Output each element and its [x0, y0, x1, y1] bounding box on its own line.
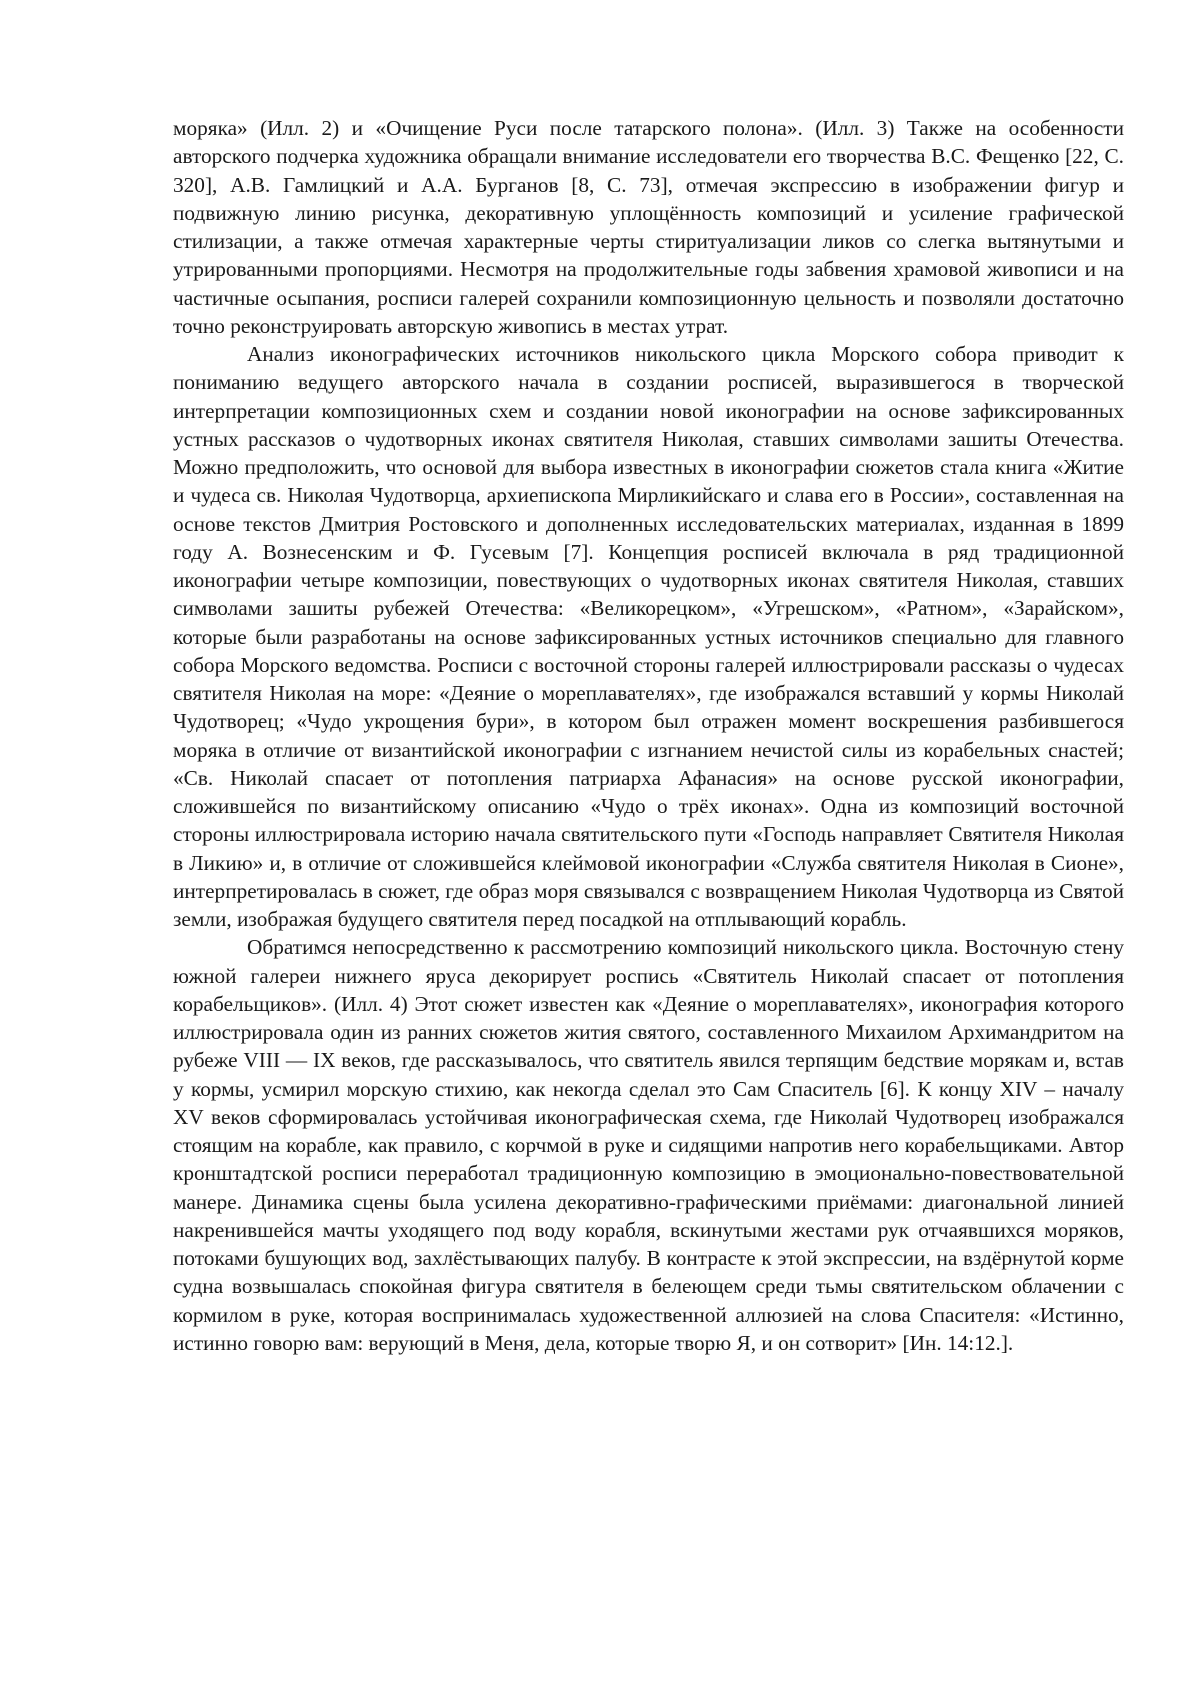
paragraph-composition-review: Обратимся непосредственно к рассмотрению композиций никольского цикла. Восточную стену южной галереи нижнего яруса декорирует роспись «Святитель Николай спасает от потопления корабельщиков». (Илл. 4) Этот сюжет известен как «Деяние о мореплавателях», иконография которого иллюстрировала один из ранних сюжетов жития святого, составленного Михаилом Архимандритом на рубеже VIII — IX веков, где рассказывалось, что святитель явился терпящим бедствие морякам и, встав у кормы, усмирил морскую стихию, как некогда сделал это Сам Спаситель [6]. К концу XIV – началу XV веков сформировалась устойчивая иконографическая схема, где Николай Чудотворец изображался стоящим на корабле, как правило, с корчмой в руке и сидящими напротив него корабельщиками. Автор кронштадтской росписи переработал традиционную композицию в эмоционально-повествовательной манере. Динамика сцены была усилена декоративно-графическими приёмами: диагональной линией накренившейся мачты уходящего под воду корабля, вскинутыми жестами рук отчаявшихся моряков, потоками бушующих вод, захлёстывающих палубу. В контрасте к этой экспрессии, на вздёрнутой корме судна возвышалась спокойная фигура святителя в белеющем среди тьмы святительском облачении с кормилом в руке, которая воспринималась художественной аллюзией на слова Спасителя: «Истинно, истинно говорю вам: верующий в Меня, дела, которые творю Я, и он сотворит» [Ин. 14:12.].	[173, 933, 1124, 1357]
document-page	[0, 0, 1200, 1698]
paragraph-iconographic-analysis: Анализ иконографических источников никольского цикла Морского собора приводит к пониманию ведущего авторского начала в создании росписей, выразившегося в творческой интерпретации композиционных схем и создании новой иконографии на основе зафиксированных устных рассказов о чудотворных иконах святителя Николая, ставших символами зашиты Отечества. Можно предположить, что основой для выбора известных в иконографии сюжетов стала книга «Житие и чудеса св. Николая Чудотворца, архиепископа Мирликийскаго и слава его в России», составленная на основе текстов Дмитрия Ростовского и дополненных исследовательских материалах, изданная в 1899 году А. Вознесенским и Ф. Гусевым [7]. Концепция росписей включала в ряд традиционной иконографии четыре композиции, повествующих о чудотворных иконах святителя Николая, ставших символами зашиты рубежей Отечества: «Великорецком», «Угрешском», «Ратном», «Зарайском», которые были разработаны на основе зафиксированных устных источников специально для главного собора Морского ведомства. Росписи с восточной стороны галерей иллюстрировали рассказы о чудесах святителя Николая на море: «Деяние о мореплавателях», где изображался вставший у кормы Николай Чудотворец; «Чудо укрощения бури», в котором был отражен момент воскрешения разбившегося моряка в отличие от византийской иконографии с изгнанием нечистой силы из корабельных снастей; «Св. Николай спасает от потопления патриарха Афанасия» на основе русской иконографии, сложившейся по византийскому описанию «Чудо о трёх иконах». Одна из композиций восточной стороны иллюстрировала историю начала святительского пути «Господь направляет Святителя Николая в Ликию» и, в отличие от сложившейся клеймовой иконографии «Служба святителя Николая в Сионе», интерпретировалась в сюжет, где образ моря связывался с возвращением Николая Чудотворца из Святой земли, изображая будущего святителя перед посадкой на отплывающий корабль.	[173, 340, 1124, 933]
article-body	[173, 114, 1124, 1357]
paragraph-continuation: моряка» (Илл. 2) и «Очищение Руси после татарского полона». (Илл. 3) Также на особенности авторского подчерка художника обращали внимание исследователи его творчества В.С. Фещенко [22, С. 320], А.В. Гамлицкий и А.А. Бурганов [8, С. 73], отмечая экспрессию в изображении фигур и подвижную линию рисунка, декоративную уплощённость композиций и усиление графической стилизации, а также отмечая характерные черты стиритуализации ликов со слегка вытянутыми и утрированными пропорциями. Несмотря на продолжительные годы забвения храмовой живописи и на частичные осыпания, росписи галерей сохранили композиционную цельность и позволяли достаточно точно реконструировать авторскую живопись в местах утрат.	[173, 114, 1124, 340]
